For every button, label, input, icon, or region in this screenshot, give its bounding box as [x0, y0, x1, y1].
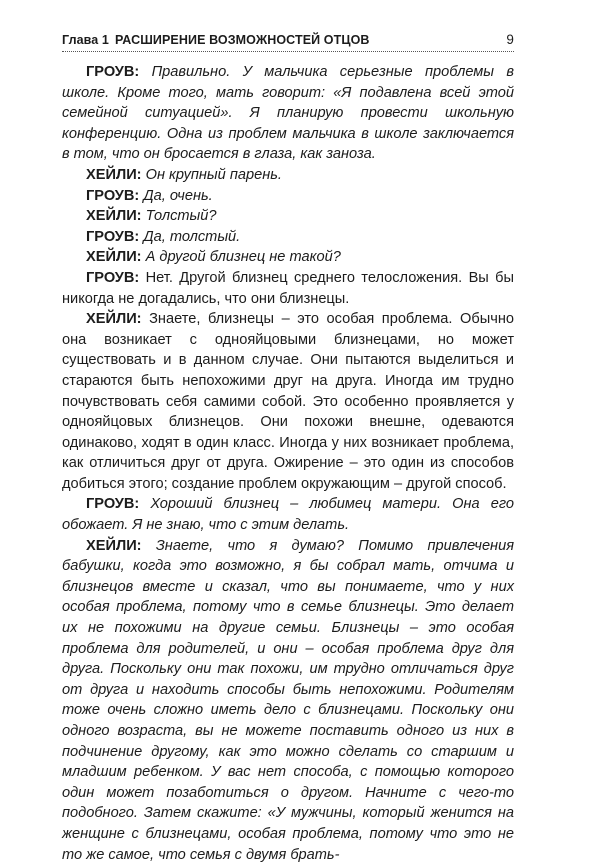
chapter-title: РАСШИРЕНИЕ ВОЗМОЖНОСТЕЙ ОТЦОВ	[114, 33, 370, 47]
speaker-name: ГРОУВ:	[86, 269, 140, 286]
dialogue-paragraph	[62, 247, 514, 268]
dialogue-paragraph	[62, 62, 514, 165]
speaker-name: ГРОУВ:	[86, 64, 140, 80]
dialogue-text: Да, очень.	[143, 187, 213, 204]
dialogue-paragraph	[62, 309, 514, 494]
speaker-name: ГРОУВ:	[86, 228, 140, 245]
dialogue-paragraph	[62, 165, 514, 186]
dialogue-text: Правильно. У мальчика серьезные проблемы в школе. Кроме того, мать говорит: «Я подавлена всей этой семейной ситуацией». Я планирую провести школьную конференцию. Одна из проблем мальчика в школе заключается в том, что он бросается в глаза, как заноза.	[62, 64, 514, 163]
chapter-label: Глава 1	[62, 33, 109, 47]
dialogue-text: Нет. Другой близнец среднего телосложения. Вы бы никогда не догадались, что они близнецы.	[62, 269, 514, 307]
chapter-heading	[62, 33, 370, 47]
dialogue-text: Хороший близнец – любимец матери. Она его обожает. Я не знаю, что с этим делать.	[62, 496, 514, 534]
speaker-name: ХЕЙЛИ:	[86, 249, 142, 266]
dialogue-text: Толстый?	[145, 208, 217, 225]
page-number: 9	[506, 32, 514, 47]
dialogue-text: Знаете, что я думаю? Помимо привлечения бабушки, когда это возможно, я бы собрал мать, отчима и близнецов вместе и сказал, что вы понимаете, что у них особая проблема, потому что в семье близнецы. Это делает их не похожими на другие семьи. Близнецы – это особая проблема для родителей, и они – особая проблема друг для друга. Поскольку они так похожи, им трудно отличаться друг от друга и находить способы быть непохожими. Родителям тоже очень сложно иметь дело с близнецами. Поскольку они одного возраста, вы не можете поставить одного из них в подчинение другому, как это можно сделать со старшим и младшим ребенком. У вас нет способа, с помощью которого один может позаботиться о другом. Начните с чего-то подобного. Затем скажите: «У мужчины, который женится на женщине с близнецами, особая проблема, потому что это не то же самое, что семья с двумя брать-	[62, 537, 514, 863]
header-dotted-rule	[62, 51, 514, 52]
body-text	[62, 62, 514, 865]
speaker-name: ХЕЙЛИ:	[86, 311, 142, 328]
dialogue-paragraph	[62, 206, 514, 227]
speaker-name: ХЕЙЛИ:	[86, 166, 142, 183]
speaker-name: ГРОУВ:	[86, 496, 140, 513]
speaker-name: ХЕЙЛИ:	[86, 208, 142, 225]
dialogue-paragraph	[62, 227, 514, 248]
dialogue-text: Он крупный парень.	[145, 166, 282, 183]
dialogue-text: Да, толстый.	[143, 228, 241, 245]
dialogue-text: Знаете, близнецы – это особая проблема. Обычно она возникает с однояйцовыми близнецами, но может существовать и в данном случае. Они пытаются выделиться и стараются быть непохожими друг на друга. Иногда им трудно почувствовать себя самими собой. Это особенно проявляется у однояйцовых близнецов. Они похожи внешне, одеваются одинаково, ходят в один класс. Иногда у них возникает проблема, как отличиться друг от друга. Ожирение – это один из способов добиться этого; создание проблем окружающим – другой способ.	[62, 311, 514, 492]
dialogue-text: А другой близнец не такой?	[145, 249, 341, 266]
dialogue-paragraph	[62, 536, 514, 865]
speaker-name: ХЕЙЛИ:	[86, 537, 142, 554]
dialogue-paragraph	[62, 186, 514, 207]
dialogue-paragraph	[62, 494, 514, 535]
dialogue-paragraph	[62, 268, 514, 309]
speaker-name: ГРОУВ:	[86, 187, 140, 204]
running-head	[62, 32, 514, 52]
